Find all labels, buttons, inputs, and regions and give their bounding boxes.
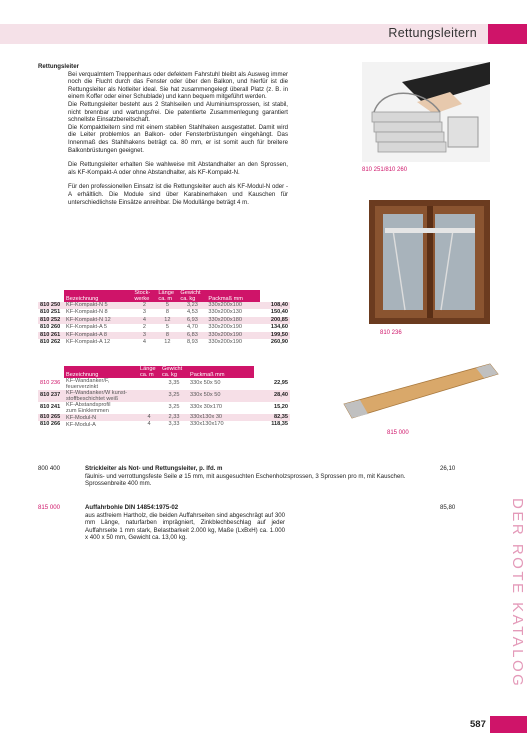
cell-price: 108,40	[260, 302, 290, 309]
cell-length: 4	[147, 421, 151, 428]
item-code: 800 400	[38, 465, 61, 472]
cell-pack: 330x 30x170	[190, 404, 223, 411]
cell-weight: 3,23	[178, 302, 206, 309]
cell-code: 810 251	[40, 309, 61, 316]
cell-floors: 2	[132, 302, 156, 309]
cell-length	[138, 390, 160, 402]
cell-floors: 2	[142, 324, 146, 331]
cell-weight: 3,33	[168, 421, 180, 428]
cell-weight: 4,70	[186, 324, 198, 331]
cell-weight: 8,93	[186, 339, 198, 346]
col-header-pack: Packmaß mm	[188, 366, 254, 378]
cell-name: KF-Kompakt-A 8	[64, 332, 132, 339]
cell-price: 200,85	[260, 317, 290, 324]
col-header-name: Bezeichnung	[64, 366, 138, 378]
page-number-accent	[490, 716, 527, 733]
cell-code: 810 261	[38, 332, 64, 339]
table-row	[38, 302, 290, 309]
cell-name: KF-Kompakt-A 5	[66, 324, 108, 331]
table-row	[38, 402, 290, 414]
item-title: Auffahrbohle DIN 14854:1975-02	[85, 504, 179, 511]
photo-caption: 810 251/810 260	[362, 167, 408, 173]
cell-name-line1: KF-Abstandsprofil	[66, 402, 111, 408]
item-text: fäulnis- und verrottungsfeste Seile ø 15 mm, mit ausgesuchten Eschenholzsprossen, 3 Sprossen pro m, mit Kauschen. Sprossenbreite 400 mm.	[85, 472, 406, 488]
cell-price: 118,35	[271, 421, 288, 428]
item-description	[85, 465, 440, 488]
item-title: Strickleiter als Not- und Rettungsleiter, p. lfd. m	[85, 465, 223, 472]
catalog-side-label	[506, 498, 526, 688]
cell-weight: 6,83	[178, 332, 206, 339]
intro-heading: Rettungsleiter	[38, 63, 79, 70]
cell-weight: 4,53	[186, 309, 198, 316]
cell-price: 150,40	[270, 309, 288, 316]
cell-weight: 6,93	[178, 317, 206, 324]
cell-price: 134,60	[270, 324, 288, 331]
cell-name-line1: KF-Wandanker/F,	[66, 378, 110, 384]
page-title: Rettungsleitern	[388, 26, 477, 40]
cell-name: KF-Kompakt-A 12	[66, 339, 111, 346]
cell-pack: 330x 50x 50	[188, 390, 254, 402]
cell-name	[64, 390, 138, 402]
table-header-row	[38, 290, 290, 302]
cell-name: KF-Kompakt-N 8	[66, 309, 108, 316]
col-header-floors: Stock-werke	[132, 290, 156, 302]
cell-pack: 330x200x190	[206, 332, 260, 339]
intro-paragraph-3: Die Kompaktleitern sind mit einem stabilen Stahlhaken ausgestattet. Damit wird die Leiter problemlos an Balkon- oder Fensterbrüstungen eingehängt. Das Innenmaß des Stahlhakens beträgt ca. 80 mm, er ist somit auch für breitere Balkonbrüstungen geeignet.	[68, 123, 288, 154]
item-code: 815 000	[38, 504, 61, 511]
cell-code: 810 241	[40, 404, 61, 411]
cell-length	[138, 402, 160, 414]
cell-pack: 330x130x170	[190, 421, 224, 428]
cell-floors: 3	[142, 309, 146, 316]
cell-code: 810 237	[38, 390, 64, 402]
cell-code: 810 236	[40, 380, 61, 387]
intro-paragraph-4: Die Rettungsleiter erhalten Sie wahlweise mit Abstandhalter an den Sprossen, als KF-Kompakt-A oder ohne Abstandhalter, als KF-Kompakt-N.	[68, 161, 288, 176]
cell-name-line2: zum Einklemmen	[66, 408, 109, 414]
page-number: 587	[470, 719, 486, 730]
cell-code: 810 262	[40, 339, 61, 346]
cell-pack: 330x200x130	[208, 309, 242, 316]
table-row	[38, 421, 290, 428]
table-row	[38, 324, 290, 331]
cell-pack: 330x200x100	[206, 302, 260, 309]
photo-caption: 810 236	[380, 330, 402, 336]
cell-weight: 2,33	[160, 414, 188, 421]
cell-floors: 4	[132, 317, 156, 324]
ladder-price-table	[38, 290, 290, 346]
cell-pack: 330x200x190	[208, 339, 242, 346]
col-header-weight: Gewicht ca. kg	[178, 290, 206, 302]
item-price: 85,80	[440, 504, 456, 511]
cell-length	[138, 378, 160, 390]
cell-floors: 3	[132, 332, 156, 339]
col-header-weight: Gewicht ca. kg	[160, 366, 188, 378]
cell-code: 810 250	[38, 302, 64, 309]
plank-photo	[340, 356, 500, 422]
window-ladder-photo	[369, 200, 490, 324]
col-header-length: Länge ca. m	[138, 366, 160, 378]
intro-paragraph-1: Bei verqualmtem Treppenhaus oder defektem Fahrstuhl bleibt als Ausweg immer noch die Flucht durch das Fenster oder über den Balkon, und hierfür ist die Rettungsleiter als Notleiter ideal. Sie hat zusammengelegt überall Platz (z. B. in einem Koffer oder einer Schublade) und kann bequem mitgeführt werden.	[68, 70, 288, 101]
cell-name-line1: KF-Modul-N	[66, 414, 97, 421]
item-description	[85, 504, 440, 542]
catalog-side-text: DER ROTE KATALOG	[509, 498, 526, 689]
cell-name-line2: stoffbeschichtet weiß	[66, 396, 119, 402]
cell-name-line1: KF-Wandanker/W kunst-	[66, 390, 128, 396]
table-row	[38, 339, 290, 346]
cell-name: KF-Kompakt-N 12	[64, 317, 132, 324]
cell-length: 5	[165, 324, 169, 331]
photo-caption: 815 000	[387, 430, 409, 436]
cell-length: 8	[165, 309, 169, 316]
cell-weight: 3,25	[168, 404, 180, 411]
table-row	[38, 309, 290, 316]
cell-name	[64, 414, 138, 421]
cell-weight: 3,25	[160, 390, 188, 402]
cell-length: 4	[138, 414, 160, 421]
cell-code: 810 265	[38, 414, 64, 421]
cell-floors: 4	[142, 339, 146, 346]
cell-name: KF-Kompakt-N 5	[64, 302, 132, 309]
header-accent	[488, 24, 527, 44]
col-header-name: Bezeichnung	[64, 290, 132, 302]
cell-pack: 330x130x 30	[188, 414, 254, 421]
cell-name	[64, 421, 138, 428]
item-text: aus astfreiem Hartholz, die beiden Auffahrseiten sind abgeschrägt auf 300 mm Länge, naturfarben imprägniert, Zinkblechbeschlag auf jeder Auffahrseite 1 mm stark, Belastbarkeit 2.000 kg, Maße (LxBxH) ca. 1.000 x 400 x 50 mm, Gewicht ca. 13,00 kg.	[85, 511, 285, 542]
cell-price: 22,95	[274, 380, 288, 387]
page-header	[0, 24, 527, 44]
intro-paragraph-5: Für den professionellen Einsatz ist die Rettungsleiter auch als KF-Modul-N oder -A erhältlich. Die Module sind über Karabinerhaken und Kauschen für unterschiedlichste Einsätze anreihbar. Die Modullänge beträgt 4 m.	[68, 183, 288, 206]
cell-price: 82,35	[254, 414, 290, 421]
cell-code: 810 252	[38, 317, 64, 324]
item-price: 26,10	[440, 465, 456, 472]
ladder-compact-photo	[362, 62, 490, 162]
table-row	[38, 378, 290, 390]
table-row	[38, 317, 290, 324]
cell-name-line1: KF-Modul-A	[66, 422, 96, 429]
cell-price: 15,20	[274, 404, 288, 411]
cell-length: 5	[156, 302, 178, 309]
table-row	[38, 332, 290, 339]
cell-code: 810 266	[40, 421, 61, 428]
table-header-row	[38, 366, 290, 378]
cell-name	[64, 378, 138, 390]
cell-name-line2: feuerverzinkt	[66, 384, 99, 390]
table-row	[38, 390, 290, 402]
cell-weight: 3,35	[168, 380, 180, 387]
cell-code: 810 260	[40, 324, 61, 331]
cell-price: 28,40	[254, 390, 290, 402]
table-row	[38, 414, 290, 421]
cell-length: 12	[164, 339, 171, 346]
cell-length: 12	[156, 317, 178, 324]
col-header-pack: Packmaß mm	[206, 290, 260, 302]
cell-price: 260,90	[270, 339, 288, 346]
cell-pack: 330x 50x 50	[190, 380, 221, 387]
cell-pack: 330x200x180	[206, 317, 260, 324]
accessory-price-table	[38, 366, 290, 429]
cell-length: 8	[156, 332, 178, 339]
cell-price: 199,50	[260, 332, 290, 339]
cell-pack: 330x200x190	[208, 324, 242, 331]
cell-name	[64, 402, 138, 414]
intro-paragraph-2: Die Rettungsleiter besteht aus 2 Stahlseilen und Aluminiumsprossen, ist stabil, nicht brennbar und wartungsfrei. Die patentierte Zusammenlegung garantiert schnellste Einsatzbereitschaft.	[68, 100, 288, 124]
intro-section	[38, 63, 288, 206]
col-header-length: Länge ca. m	[156, 290, 178, 302]
